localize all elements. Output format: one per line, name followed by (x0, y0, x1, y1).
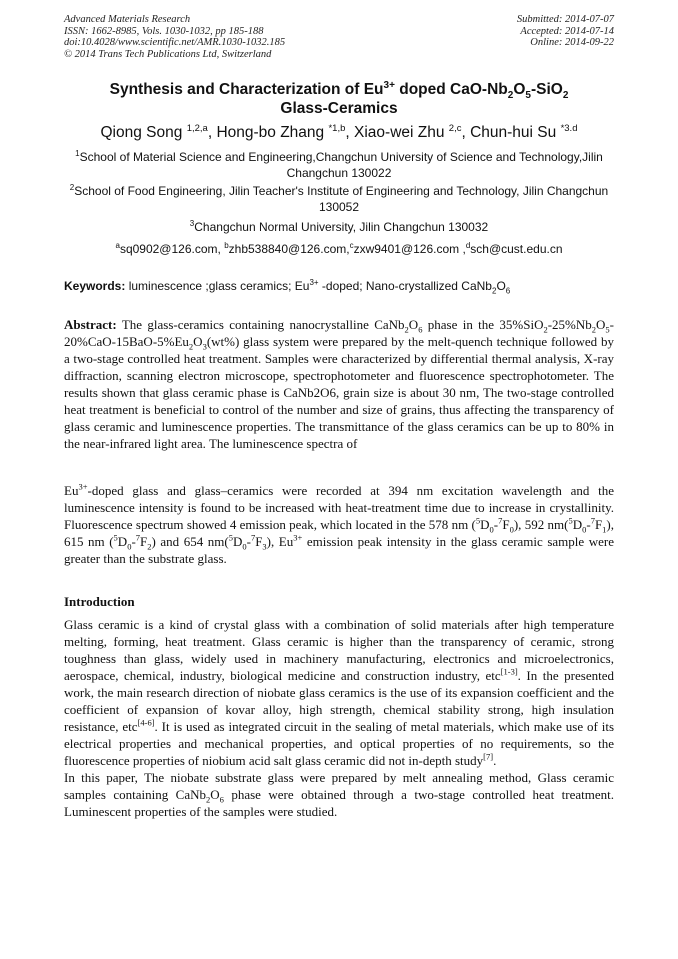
date-submitted: Submitted: 2014-07-07 (516, 14, 614, 25)
abstract-sub: 0 (242, 541, 247, 552)
author-name: Chun-hui Su (470, 124, 561, 141)
publication-dates (517, 14, 614, 49)
author-sep: , (345, 124, 355, 141)
keywords-sub: 6 (505, 286, 511, 296)
date-accepted: Accepted: 2014-07-14 (520, 25, 614, 37)
abstract-run: (wt%) glass system were prepared by the melt-quench technique followed by a two-stage controlled heat treatment. Samples were characterized by differential thermal analysis, X-ray diffraction, scanning electron microscope, spectrophotometer and fluorescence spectrophotometer. The results shown that glass ceramic phase is CaNb2O6, grain size is about 30 nm, The two-stage controlled heat treatment is beneficial to control of the number and size of grains, thus affecting the transparency of glass ceramic and luminescence properties. The transmittance of the glass ceramics can be up to 80% in the near-infrared light area. The luminescence spectra of (64, 334, 614, 451)
introduction-paragraph-1 (64, 616, 614, 769)
abstract-sub: 1 (602, 524, 607, 535)
citation-ref: [1-3] (500, 666, 518, 677)
intro-sub: 2 (205, 794, 211, 805)
introduction-paragraph-2 (64, 769, 614, 820)
abstract-run: ), Eu (266, 534, 294, 549)
title-text: O (513, 81, 526, 98)
abstract-run: D (117, 534, 128, 549)
citation-ref: [4-6] (137, 717, 155, 728)
abstract-run: emission peak intensity in the glass ceramic sample were greater than the substrate glass. (64, 534, 614, 566)
intro-run: phase were obtained through a two-stage controlled heat treatment. Luminescent properties of the samples were studied. (64, 787, 614, 819)
abstract-text (64, 482, 614, 567)
journal-issn: ISSN: 1662-8985, Vols. 1030-1032, pp 185-188 (64, 25, 264, 37)
abstract-sub: 2 (543, 324, 548, 335)
intro-run: In this paper, The niobate substrate glass were prepared by melt annealing method, Glass ceramic samples containing CaNb (64, 770, 614, 802)
abstract-sub: 2 (188, 341, 194, 352)
intro-run: . (493, 753, 497, 768)
abstract-run: ), 592 nm( (513, 517, 569, 532)
title-line-2: Glass-Ceramics (280, 100, 398, 117)
abstract-run: O (193, 334, 203, 349)
abstract-sub: 2 (147, 541, 152, 552)
keywords-text: O (496, 279, 506, 293)
author-mark: 2,c (448, 122, 462, 134)
email-mark: d (465, 241, 471, 250)
keywords (64, 278, 624, 294)
abstract-sup: 7 (135, 532, 141, 543)
keywords-sub: 2 (491, 286, 497, 296)
email-address: zxw9401@126.com , (353, 242, 466, 256)
abstract-sup: 3+ (78, 481, 88, 492)
title-sub: 2 (507, 90, 514, 102)
intro-sub: 6 (219, 794, 224, 805)
abstract-sub: 2 (591, 324, 597, 335)
paper-title (64, 80, 614, 118)
author-sep: , (207, 124, 217, 141)
author (216, 124, 354, 141)
affiliation-text: Changchun Normal University, Jilin Changchun 130032 (194, 220, 489, 234)
abstract-sup: 7 (590, 515, 595, 526)
title-sub: 5 (525, 90, 531, 102)
introduction-body (64, 616, 614, 820)
abstract-run: F (140, 534, 148, 549)
title-sup: 3+ (383, 79, 395, 91)
introduction-heading: Introduction (64, 594, 135, 609)
abstract-run: ), 615 nm ( (64, 517, 615, 549)
author-name: Qiong Song (100, 124, 187, 141)
intro-run: . In the presented work, the main research direction of niobate glass ceramics is the use of its expansion coefficient and the coefficient of expansion of kovar alloy, high strength, chemical stability strong, high insulation resistance, etc (64, 668, 614, 734)
abstract-run: - (586, 517, 591, 532)
affiliation-1 (64, 149, 614, 181)
title-text: Synthesis and Characterization of Eu (109, 81, 384, 98)
author-mark: *3.d (560, 122, 578, 134)
intro-run: Glass ceramic is a kind of crystal glass with a combination of solid materials after high temperature melting, forming, heat treatment. Glass ceramic is higher than the transparency of ceramic, strong toughness than glass, widely used in machinery manufacturing, electronics and microelectronics, aerospace, chemical, industry, biological medicine and construction industry, etc (64, 617, 614, 683)
email-address: sch@cust.edu.cn (470, 242, 563, 256)
author-mark: *1,b (328, 122, 346, 134)
abstract-text (64, 316, 614, 452)
abstract-paragraph-2 (64, 482, 614, 567)
abstract-sub: 6 (418, 324, 423, 335)
affiliation-text: School of Food Engineering, Jilin Teacher's Institute of Engineering and Technology, Jilin Changchun 130052 (74, 184, 609, 214)
abstract-sub: 0 (127, 541, 132, 552)
keywords-text: -doped; Nano-crystallized CaNb (318, 279, 492, 293)
abstract-run: -20%CaO-15BaO-5%Eu (64, 317, 614, 349)
intro-run: . It is used as integrated circuit in the sealing of metal materials, which make use of its electrical properties and mechanical properties, and optical properties of no requirements, so the fluorescence properties of niobium acid salt glass ceramic did not in-depth study (64, 719, 615, 768)
author-sep: , (461, 124, 471, 141)
author-name: Xiao-wei Zhu (354, 124, 449, 141)
keywords-sup: 3+ (309, 278, 319, 287)
email-address: zhb538840@126.com, (228, 242, 350, 256)
abstract-sub: 3 (202, 341, 207, 352)
author (470, 124, 577, 141)
abstract-paragraph-1 (64, 316, 614, 452)
email-mark: a (115, 241, 120, 250)
abstract-sub: 0 (582, 524, 587, 535)
abstract-run: phase in the 35%SiO (422, 317, 544, 332)
affiliation-2 (64, 183, 614, 215)
abstract-run: - (493, 517, 499, 532)
abstract-run: ) and 654 nm( (151, 534, 229, 549)
author-name: Hong-bo Zhang (216, 124, 329, 141)
title-text: -SiO (530, 81, 563, 98)
author (354, 124, 470, 141)
abstract-run: D (480, 517, 490, 532)
citation-ref: [7] (483, 751, 494, 762)
abstract-sup: 5 (228, 532, 233, 543)
email-mark: b (224, 241, 229, 250)
email-mark: c (349, 241, 354, 250)
title-text: doped CaO-Nb (394, 81, 508, 98)
abstract-sub: 2 (404, 324, 409, 335)
author-mark: 1,2,a (186, 122, 208, 134)
email-address: sq0902@126.com, (119, 242, 225, 256)
journal-copyright: © 2014 Trans Tech Publications Ltd, Switzerland (64, 48, 272, 60)
abstract-sup: 5 (568, 515, 573, 526)
abstract-sup: 5 (113, 532, 118, 543)
abstract-run: The glass-ceramics containing nanocrystalline CaNb (116, 317, 405, 332)
abstract-run: O (596, 317, 606, 332)
journal-doi: doi:10.4028/www.scientific.net/AMR.1030-1032.185 (64, 37, 286, 48)
abstract-run: -doped glass and glass–ceramics were recorded at 394 nm excitation wavelength and the luminescence intensity is found to be increased with heat-treatment time due to increase in crystallinity. Fluorescence spectrum showed 4 emission peak, which located in the 578 nm ( (64, 483, 614, 532)
affiliation-mark: 3 (189, 219, 195, 228)
author (101, 124, 217, 141)
keywords-text: luminescence ;glass ceramics; Eu (125, 279, 310, 293)
abstract-label: Abstract: (64, 317, 117, 332)
abstract-run: - (246, 534, 251, 549)
abstract-sup: 7 (498, 515, 503, 526)
abstract-sup: 7 (250, 532, 256, 543)
date-online: Online: 2014-09-22 (530, 37, 614, 48)
abstract-run: F (255, 534, 263, 549)
abstract-run: O (408, 317, 419, 332)
abstract-run: D (232, 534, 243, 549)
abstract-sub: 5 (605, 324, 610, 335)
abstract-run: - (131, 534, 136, 549)
intro-run: O (210, 787, 220, 802)
title-line-1 (64, 79, 614, 102)
abstract-sup: 3+ (293, 532, 303, 543)
abstract-run: -25%Nb (547, 317, 592, 332)
affiliation-mark: 2 (69, 183, 75, 192)
email-list (64, 241, 614, 257)
abstract-sup: 5 (475, 515, 481, 526)
author-list (64, 124, 614, 142)
abstract-run: D (572, 517, 583, 532)
affiliation-mark: 1 (75, 149, 80, 158)
abstract-sub: 3 (262, 541, 267, 552)
title-sub: 2 (562, 90, 569, 102)
abstract-run: F (594, 517, 603, 532)
affiliation-3 (64, 219, 614, 235)
abstract-sub: 0 (509, 524, 514, 535)
abstract-sub: 0 (489, 524, 494, 535)
abstract-run: Eu (64, 483, 79, 498)
journal-info (64, 14, 285, 60)
keywords-label: Keywords: (64, 279, 126, 293)
abstract-run: F (502, 517, 510, 532)
journal-name: Advanced Materials Research (64, 14, 191, 25)
affiliation-text: School of Material Science and Engineering,Changchun University of Science and Technology,Jilin Changchun 130022 (79, 150, 603, 180)
